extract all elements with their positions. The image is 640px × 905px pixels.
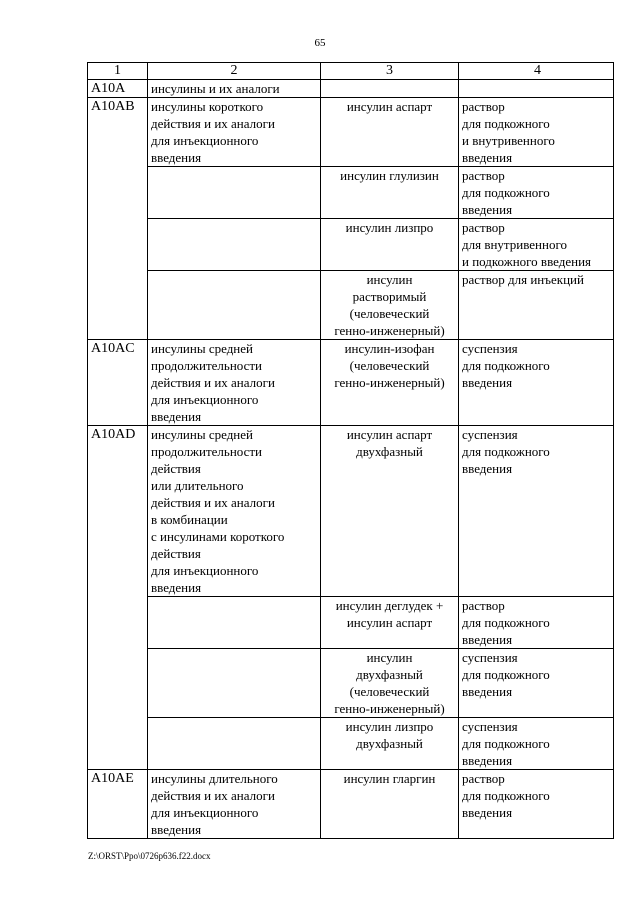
drug-name: инсулин аспарт (346, 99, 433, 114)
table-row (88, 597, 614, 649)
table-row (88, 271, 614, 340)
group-cell (148, 219, 321, 271)
drug-cell (321, 219, 459, 271)
atc-code-cell (88, 98, 148, 340)
drug-cell (321, 271, 459, 340)
dosage-form: суспензия для подкожного введения (462, 650, 550, 699)
form-cell (459, 340, 614, 426)
form-cell (459, 597, 614, 649)
group-cell (148, 597, 321, 649)
table-row (88, 340, 614, 426)
drug-cell (321, 80, 459, 98)
table-row (88, 718, 614, 770)
table-row (88, 426, 614, 597)
dosage-form: раствор для подкожного введения (462, 771, 550, 820)
atc-code: A10AB (91, 99, 135, 114)
drug-cell (321, 718, 459, 770)
drug-cell (321, 340, 459, 426)
atc-code-cell (88, 80, 148, 98)
drug-name: инсулин аспарт двухфазный (346, 427, 433, 459)
drug-cell (321, 426, 459, 597)
form-cell (459, 770, 614, 839)
header-col-2: 2 (148, 63, 321, 80)
atc-code-cell (88, 770, 148, 839)
group-name: инсулины средней продолжительности действия или длительного действия и их аналоги в комбинации с инсулинами короткого действия для инъекционного введения (151, 427, 285, 595)
drug-classification-table (87, 62, 614, 839)
form-cell (459, 219, 614, 271)
group-cell (148, 718, 321, 770)
drug-cell (321, 98, 459, 167)
drug-name: инсулин двухфазный (человеческий генно-инженерный) (334, 650, 445, 716)
group-cell (148, 340, 321, 426)
drug-cell (321, 597, 459, 649)
dosage-form: раствор для подкожного введения (462, 168, 550, 217)
table-row (88, 219, 614, 271)
atc-code: A10AC (91, 341, 135, 356)
dosage-form: суспензия для подкожного введения (462, 427, 550, 476)
dosage-form: раствор для инъекций (462, 272, 584, 287)
table-header-row (88, 63, 614, 80)
header-col-3: 3 (321, 63, 459, 80)
group-name: инсулины средней продолжительности действия и их аналоги для инъекционного введения (151, 341, 275, 424)
drug-cell (321, 167, 459, 219)
header-col-1: 1 (88, 63, 148, 80)
form-cell (459, 718, 614, 770)
form-cell (459, 271, 614, 340)
atc-code: A10AD (91, 427, 136, 442)
dosage-form: раствор для внутривенного и подкожного введения (462, 220, 592, 269)
drug-name: инсулин деглудек + инсулин аспарт (335, 598, 444, 630)
atc-code: A10A (91, 81, 126, 96)
group-cell (148, 770, 321, 839)
dosage-form: раствор для подкожного введения (462, 598, 550, 647)
drug-name: инсулин лизпро (345, 220, 434, 235)
footer-file-path: Z:\ORST\Ppo\0726p636.f22.docx (88, 851, 211, 861)
form-cell (459, 80, 614, 98)
form-cell (459, 98, 614, 167)
drug-name: инсулин гларгин (343, 771, 436, 786)
form-cell (459, 426, 614, 597)
table-row (88, 98, 614, 167)
atc-code-cell (88, 340, 148, 426)
form-cell (459, 167, 614, 219)
group-cell (148, 98, 321, 167)
group-cell (148, 271, 321, 340)
dosage-form: суспензия для подкожного введения (462, 719, 550, 768)
group-cell (148, 649, 321, 718)
group-name: инсулины короткого действия и их аналоги для инъекционного введения (151, 99, 275, 165)
group-cell (148, 167, 321, 219)
drug-cell (321, 649, 459, 718)
table-row (88, 167, 614, 219)
group-cell (148, 80, 321, 98)
drug-cell (321, 770, 459, 839)
dosage-form: раствор для подкожного и внутривенного введения (462, 99, 555, 165)
drug-name: инсулин-изофан (человеческий генно-инженерный) (334, 341, 445, 390)
atc-code: A10AE (91, 771, 134, 786)
group-name: инсулины длительного действия и их аналоги для инъекционного введения (151, 771, 278, 837)
drug-name: инсулин глулизин (340, 168, 439, 183)
drug-name: инсулин лизпро двухфазный (345, 719, 434, 751)
atc-code-cell (88, 426, 148, 770)
table-row (88, 649, 614, 718)
header-col-4: 4 (459, 63, 614, 80)
table-row (88, 770, 614, 839)
page-number: 65 (314, 37, 326, 49)
table-row (88, 80, 614, 98)
form-cell (459, 649, 614, 718)
group-cell (148, 426, 321, 597)
group-name: инсулины и их аналоги (151, 81, 280, 96)
dosage-form: суспензия для подкожного введения (462, 341, 550, 390)
drug-name: инсулин растворимый (человеческий генно-инженерный) (334, 272, 445, 338)
